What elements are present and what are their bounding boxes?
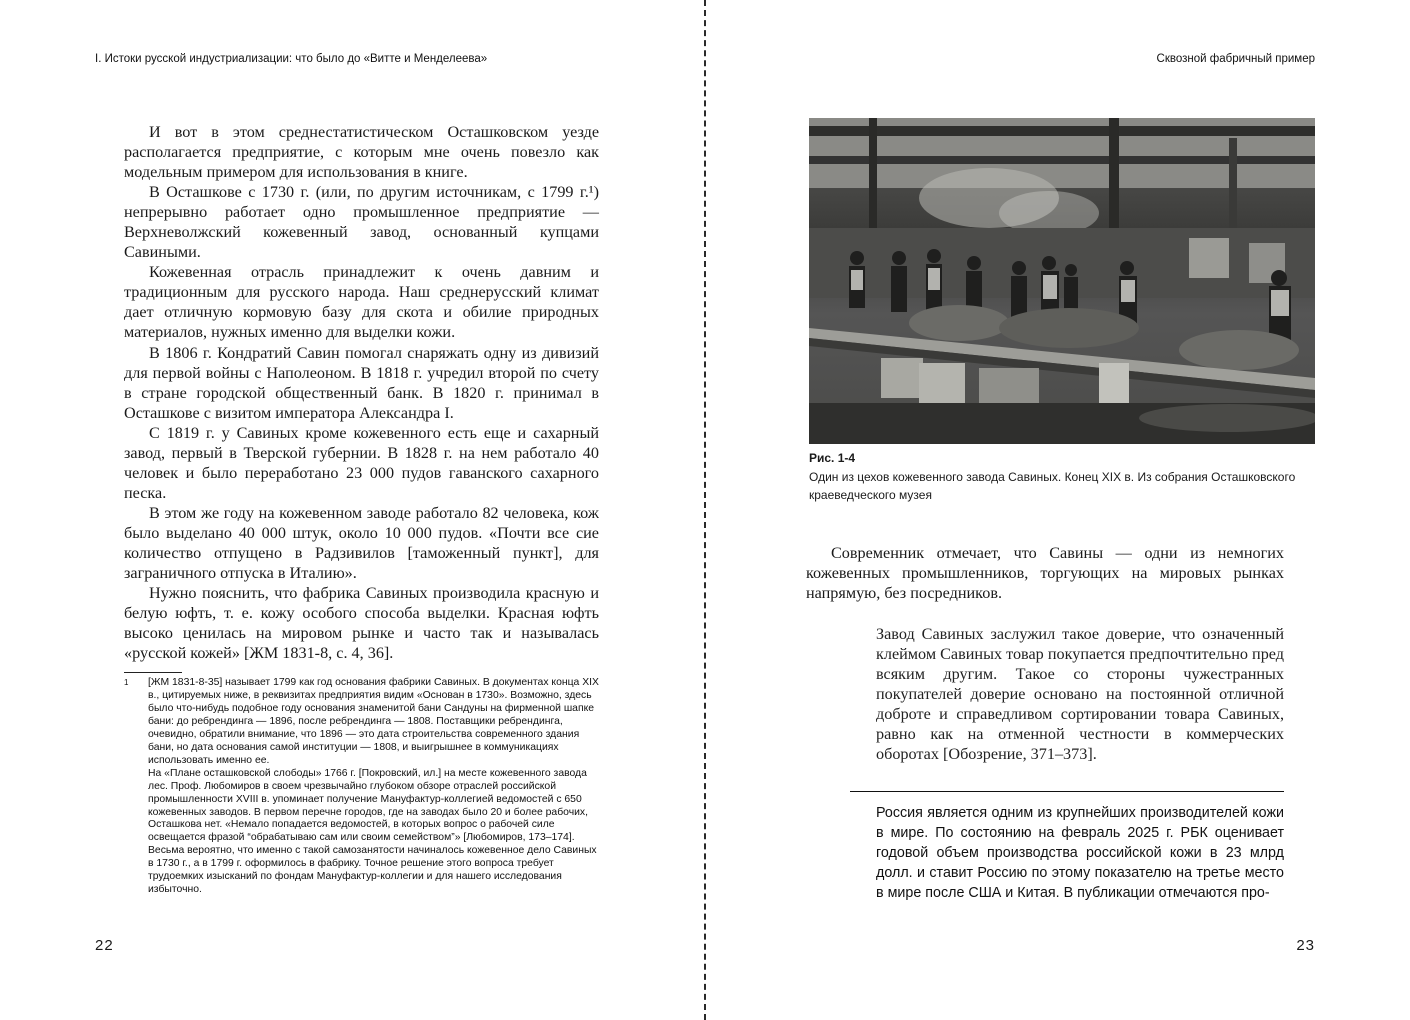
footnote-rule xyxy=(124,672,182,673)
footnote-marker: 1 xyxy=(124,678,129,687)
factory-photo-illustration xyxy=(809,118,1315,444)
figure-caption: Один из цехов кожевенного завода Савиных. Конец XIX в. Из собрания Осташковского краеведческого музея xyxy=(809,470,1296,502)
footnote-paragraph: [ЖМ 1831-8-35] называет 1799 как год основания фабрики Савиных. В документах конца XIX в., цитируемых ниже, в реквизитах предприятия видим «Основан в 1730». Возможно, здесь было что-нибудь подобное году основания знаменитой бани Сандуны на фирменной шапке бани: до ребрендинга — 1896, после ребрендинга — 1808. Поставщики ребрендинга, очевидно, обратили внимание, что 1896 — это дата строительства современного здания бани, но дата основания самой институции — 1808, и выигрышнее в коммуникациях использовать именно ее. xyxy=(148,677,599,766)
left-body-text xyxy=(124,122,599,663)
right-page xyxy=(706,0,1410,1020)
running-head-left: I. Истоки русской индустриализации: что было до «Витте и Менделеева» xyxy=(95,53,488,65)
page-number-right: 23 xyxy=(1296,937,1315,954)
left-page xyxy=(0,0,704,1020)
paragraph: Нужно пояснить, что фабрика Савиных производила красную и белую юфть, т. е. кожу особого способа выделки. Красная юфть высоко ценилась на мировом рынке и часто так и называлась «русской кожей» [ЖМ 1831-8, с. 4, 36]. xyxy=(124,584,599,663)
footnote-paragraph: Весьма вероятно, что именно с такой самозанятости начиналось кожевенное дело Савиных в 1730 г., а в 1799 г. оформилось в фабрику. Точное решение этого вопроса требует трудоемких изысканий по фондам Мануфактур-коллегии и для нашего исследования избыточно. xyxy=(148,845,597,896)
paragraph: В Осташкове с 1730 г. (или, по другим источникам, с 1799 г.¹) непрерывно работает одно промышленное предприятие — Верхневолжский кожевенный завод, основанный купцами Савиными. xyxy=(124,183,599,262)
block-quote xyxy=(876,624,1284,764)
sidebar-text: Россия является одним из крупнейших производителей кожи в мире. По состоянию на февраль 2025 г. РБК оценивает годовой объем производства российской кожи в 23 млрд долл. и ставит Россию по этому показателю на третье место в мире после США и Китая. В публикации отмечаются про- xyxy=(876,805,1284,901)
paragraph: В 1806 г. Кондратий Савин помогал снаряжать одну из дивизий для первой войны с Наполеоном. В 1818 г. учредил второй по счету в стране городской общественный банк. В 1820 г. принимал в Осташкове с визитом императора Александра I. xyxy=(124,343,599,422)
running-head-right: Сквозной фабричный пример xyxy=(1156,53,1315,65)
footnote-body xyxy=(148,677,604,897)
page-number-left: 22 xyxy=(95,937,114,954)
sidebar-note xyxy=(876,803,1284,903)
factory-photo xyxy=(809,118,1315,444)
quote-text: Завод Савиных заслужил такое доверие, что означенный клеймом Савиных товар покупается предпочтительно пред всяким другим. Такое со стороны чужестранных покупателей доверие основано на постоянной отличной доброте и справедливом сортировании товара Савиных, равно как на отменной честности в коммерческих оборотах [Обозрение, 371–373]. xyxy=(876,625,1284,764)
paragraph: С 1819 г. у Савиных кроме кожевенного есть еще и сахарный завод, первый в Тверской губернии. В 1828 г. на нем работало 40 человек и было переработано 23 000 пудов гаванского сахарного песка. xyxy=(124,423,599,502)
paragraph: И вот в этом среднестатистическом Осташковском уезде располагается предприятие, с которым мне очень повезло как модельным примером для использования в книге. xyxy=(124,123,599,182)
paragraph: Кожевенная отрасль принадлежит к очень давним и традиционным для русского народа. Наш среднерусский климат дает отличную кормовую базу для скота и обилие природных материалов, нужных именно для выделки кожи. xyxy=(124,263,599,342)
sidebar-rule xyxy=(850,791,1284,792)
figure-label: Рис. 1-4 xyxy=(809,451,856,465)
footnote-paragraph: На «Плане осташковской слободы» 1766 г. [Покровский, ил.] на месте кожевенного завода лес. Проф. Любомиров в своем чрезвычайно глубоком обзоре отраслей российской промышленности XVIII в. упоминает получение Мануфактур-коллегией ведомостей с 650 кожевенных заводов. В первом перечне городов, где на заводах было 20 и более рабочих, Осташкова нет. «Немало попадается ведомостей, в которых вопрос о рабочей силе освещается фразой “обрабатываю сам или своим семейством”» [Любомиров, 173–174]. xyxy=(148,767,588,844)
paragraph: В этом же году на кожевенном заводе работало 82 человека, кож было выделано 40 000 штук, около 10 000 пудов. «Почти все сие количество отпущено в Радзивилов [таможенный пункт], для заграничного отпуска в Италию». xyxy=(124,503,599,583)
footnote xyxy=(124,677,604,897)
paragraph: Современник отмечает, что Савины — одни из немногих кожевенных промышленников, торгующих на мировых рынках напрямую, без посредников. xyxy=(806,544,1284,603)
right-body-text xyxy=(806,543,1284,603)
